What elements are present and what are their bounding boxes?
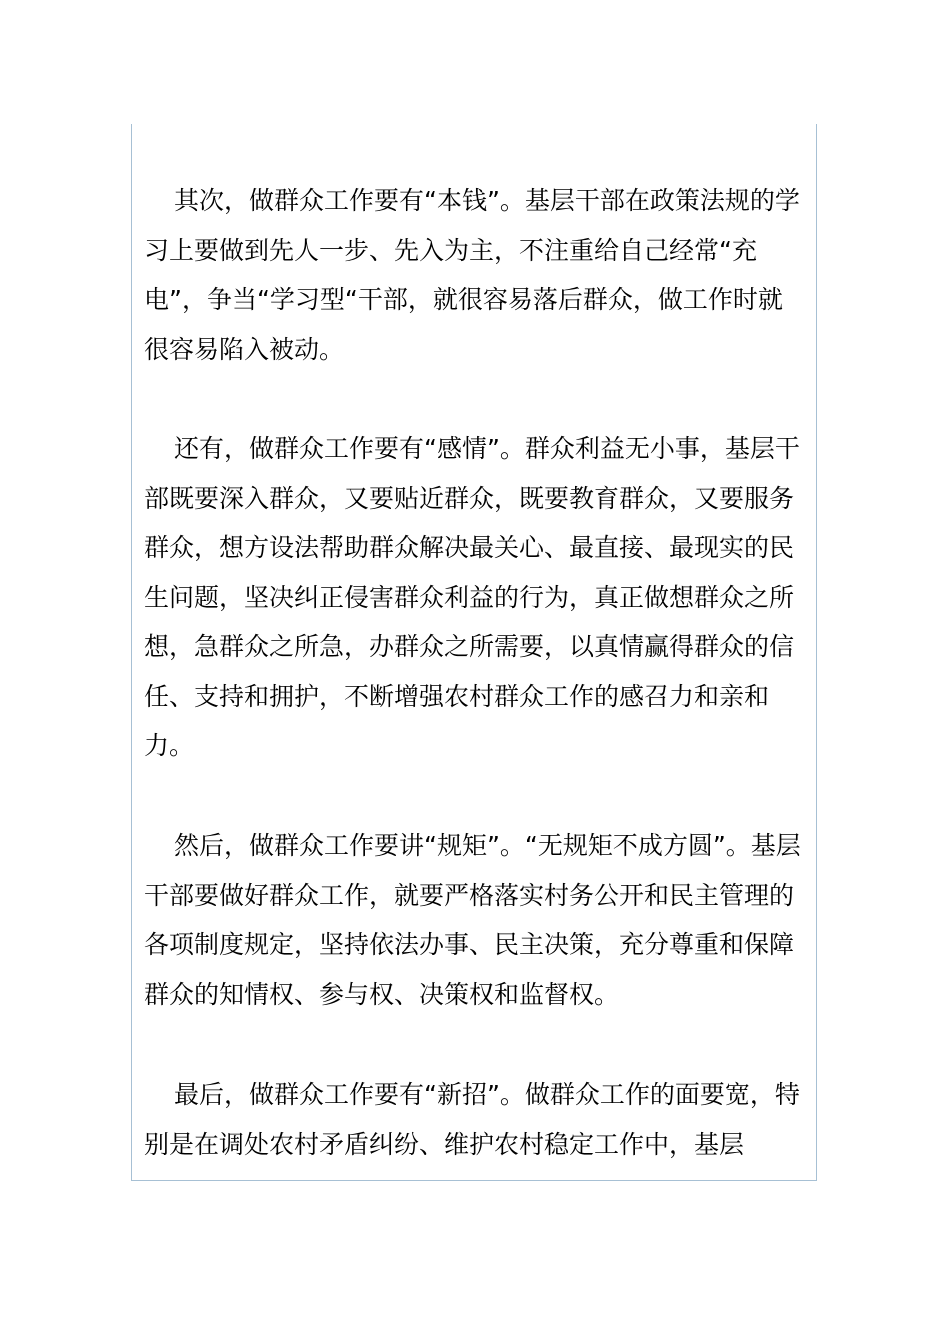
paragraph-2: 还有，做群众工作要有“感情”。群众利益无小事，基层干部既要深入群众，又要贴近群众，既要教育群众，又要服务群众，想方设法帮助群众解决最关心、最直接、最现实的民生问题，坚决纠正侵害群众利益的行为，真正做想群众之所想，急群众之所急，办群众之所需要，以真情赢得群众的信任、支持和拥护，不断增强农村群众工作的感召力和亲和力。 xyxy=(144,434,800,760)
paragraph-3: 然后，做群众工作要讲“规矩”。“无规矩不成方圆”。基层干部要做好群众工作，就要严格落实村务公开和民主管理的各项制度规定，坚持依法办事、民主决策，充分尊重和保障群众的知情权、参与权、决策权和监督权。 xyxy=(144,831,801,1009)
paragraph-4: 最后，做群众工作要有“新招”。做群众工作的面要宽，特别是在调处农村矛盾纠纷、维护农村稳定工作中，基层 xyxy=(144,1080,800,1159)
paragraph-1: 其次，做群众工作要有“本钱”。基层干部在政策法规的学习上要做到先人一步、先入为主，不注重给自己经常“充电”，争当“学习型“干部，就很容易落后群众，做工作时就很容易陷入被动。 xyxy=(144,186,800,364)
